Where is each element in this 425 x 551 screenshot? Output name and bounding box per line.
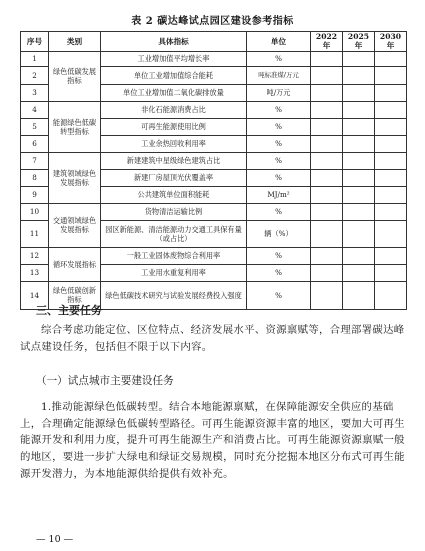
unit-cell: % <box>247 51 311 66</box>
value-2030 <box>375 84 407 101</box>
indicator-cell: 可再生能源使用比例 <box>101 118 247 135</box>
value-2025 <box>343 66 375 84</box>
table-row <box>21 203 407 220</box>
row-no: 2 <box>21 66 49 84</box>
value-2025 <box>343 169 375 186</box>
header-2025: 2025 年 <box>343 32 375 52</box>
value-2030 <box>375 66 407 84</box>
value-2022 <box>311 220 343 247</box>
row-no: 13 <box>21 264 49 281</box>
category-cell: 能源绿色低碳转型指标 <box>49 101 101 152</box>
indicator-cell: 园区新能源、清洁能源动力交通工具保有量（或占比） <box>101 220 247 247</box>
value-2030 <box>375 51 407 66</box>
row-no: 5 <box>21 118 49 135</box>
unit-cell: % <box>247 135 311 152</box>
value-2030 <box>375 135 407 152</box>
unit-cell: 吨标准煤/万元 <box>247 66 311 84</box>
value-2030 <box>375 152 407 169</box>
table-row <box>21 101 407 118</box>
value-2030 <box>375 203 407 220</box>
value-2022 <box>311 84 343 101</box>
row-no: 10 <box>21 203 49 220</box>
row-no: 3 <box>21 84 49 101</box>
value-2025 <box>343 264 375 281</box>
row-no: 14 <box>21 281 49 309</box>
value-2025 <box>343 135 375 152</box>
category-cell: 绿色低碳创新指标 <box>49 281 101 309</box>
row-no: 9 <box>21 186 49 203</box>
row-no: 11 <box>21 220 49 247</box>
indicator-cell: 单位工业增加值综合能耗 <box>101 66 247 84</box>
unit-cell: % <box>247 169 311 186</box>
unit-cell: % <box>247 281 311 309</box>
unit-cell: MJ/m² <box>247 186 311 203</box>
value-2025 <box>343 101 375 118</box>
page-number: — 10 — <box>36 534 74 545</box>
value-2030 <box>375 264 407 281</box>
indicator-cell: 非化石能源消费占比 <box>101 101 247 118</box>
row-no: 8 <box>21 169 49 186</box>
indicator-cell: 一般工业固体废物综合利用率 <box>101 247 247 264</box>
value-2030 <box>375 220 407 247</box>
category-cell: 循环发展指标 <box>49 247 101 281</box>
row-no: 1 <box>21 51 49 66</box>
unit-cell: 辆（%） <box>247 220 311 247</box>
category-cell: 建筑领域绿色发展指标 <box>49 152 101 203</box>
value-2030 <box>375 118 407 135</box>
unit-cell: % <box>247 247 311 264</box>
unit-cell: % <box>247 264 311 281</box>
section-heading: 三、主要任务 <box>36 304 102 317</box>
subheading: （一）试点城市主要建设任务 <box>36 375 174 387</box>
value-2022 <box>311 169 343 186</box>
value-2030 <box>375 186 407 203</box>
header-2022: 2022 年 <box>311 32 343 52</box>
value-2022 <box>311 264 343 281</box>
header-unit: 单位 <box>247 32 311 52</box>
value-2030 <box>375 169 407 186</box>
value-2030 <box>375 281 407 309</box>
value-2022 <box>311 135 343 152</box>
value-2030 <box>375 247 407 264</box>
value-2025 <box>343 203 375 220</box>
value-2022 <box>311 203 343 220</box>
table-row <box>21 152 407 169</box>
paragraph: 1.推动能源绿色低碳转型。结合本地能源禀赋，在保障能源安全供应的基础上，合理确定能源绿色低碳转型路径。可再生能源资源丰富的地区，要加大可再生能源开发和利用力度，提升可再生能源生产和消费占比。可再生能源资源禀赋一般的地区，要进一步扩大绿电和绿证交易规模，同时充分挖掘本地区分布式可再生能源开发潜力，为本地能源供给提供有效补充。 <box>20 401 405 480</box>
row-no: 12 <box>21 247 49 264</box>
value-2025 <box>343 220 375 247</box>
header-indicator: 具体指标 <box>101 32 247 52</box>
category-cell: 交通领域绿色发展指标 <box>49 203 101 247</box>
value-2022 <box>311 51 343 66</box>
value-2022 <box>311 247 343 264</box>
unit-cell: % <box>247 101 311 118</box>
value-2022 <box>311 186 343 203</box>
indicator-cell: 新建厂房屋顶光伏覆盖率 <box>101 169 247 186</box>
value-2025 <box>343 118 375 135</box>
category-cell: 绿色低碳发展指标 <box>49 51 101 101</box>
unit-cell: % <box>247 203 311 220</box>
unit-cell: 吨/万元 <box>247 84 311 101</box>
indicator-table <box>20 31 407 310</box>
header-no: 序号 <box>21 32 49 52</box>
indicator-cell: 绿色低碳技术研究与试验发展经费投入强度 <box>101 281 247 309</box>
header-2030: 2030 年 <box>375 32 407 52</box>
value-2022 <box>311 66 343 84</box>
value-2025 <box>343 281 375 309</box>
row-no: 7 <box>21 152 49 169</box>
table-caption: 表 2 碳达峰试点园区建设参考指标 <box>131 16 294 27</box>
value-2022 <box>311 152 343 169</box>
table-row <box>21 247 407 264</box>
value-2022 <box>311 281 343 309</box>
indicator-cell: 单位工业增加值二氧化碳排放量 <box>101 84 247 101</box>
value-2030 <box>375 101 407 118</box>
indicator-cell: 工业余热回收利用率 <box>101 135 247 152</box>
value-2022 <box>311 118 343 135</box>
unit-cell: % <box>247 118 311 135</box>
row-no: 6 <box>21 135 49 152</box>
paragraph: 综合考虑功能定位、区位特点、经济发展水平、资源禀赋等，合理部署碳达峰试点建设任务，包括但不限于以下内容。 <box>20 324 405 353</box>
table-row <box>21 51 407 66</box>
indicator-cell: 新建建筑中星级绿色建筑占比 <box>101 152 247 169</box>
value-2025 <box>343 247 375 264</box>
value-2022 <box>311 101 343 118</box>
value-2025 <box>343 186 375 203</box>
header-category: 类别 <box>49 32 101 52</box>
indicator-cell: 货物清洁运输比例 <box>101 203 247 220</box>
unit-cell: % <box>247 152 311 169</box>
value-2025 <box>343 51 375 66</box>
table-header-row <box>21 32 407 52</box>
indicator-cell: 工业用水重复利用率 <box>101 264 247 281</box>
row-no: 4 <box>21 101 49 118</box>
value-2025 <box>343 84 375 101</box>
indicator-cell: 公共建筑单位面积能耗 <box>101 186 247 203</box>
value-2025 <box>343 152 375 169</box>
indicator-cell: 工业增加值平均增长率 <box>101 51 247 66</box>
